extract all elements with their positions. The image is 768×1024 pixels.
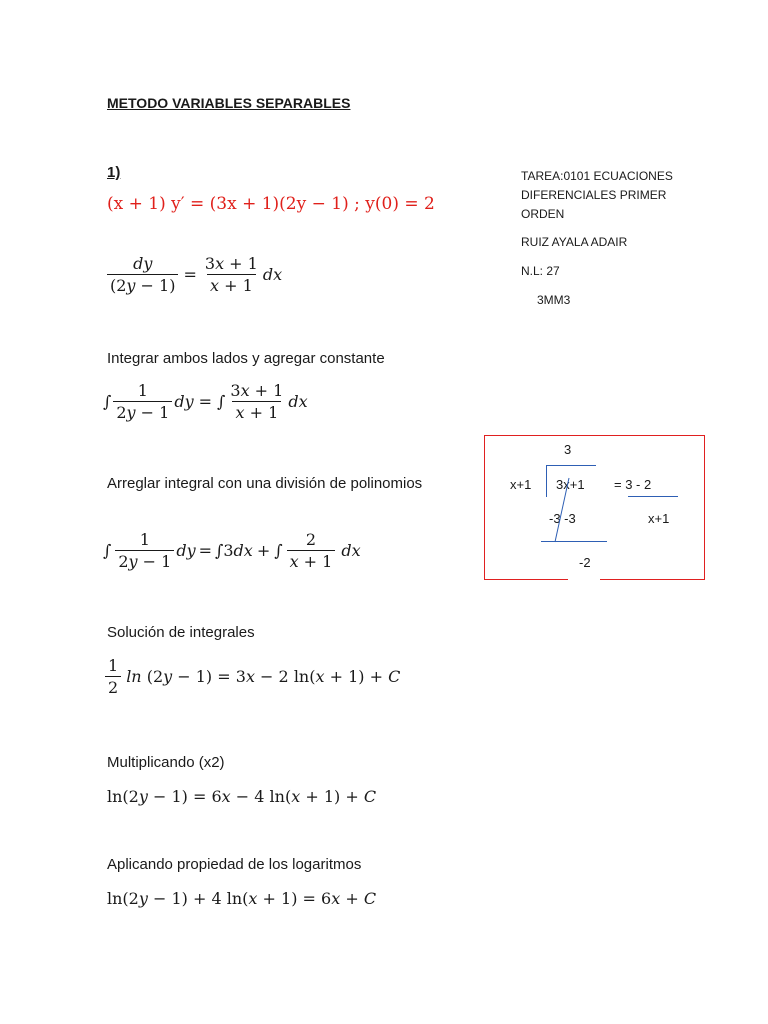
problem-equation: (x + 1) y′ = (3x + 1)(2y − 1) ; y(0) = 2 bbox=[107, 194, 435, 214]
division-subtract: -3 -3 bbox=[549, 511, 576, 526]
info-line-2: DIFERENCIALES PRIMER bbox=[521, 188, 667, 202]
step-solution-label: Solución de integrales bbox=[107, 624, 255, 641]
multiplied-equation: ln(2y − 1) = 6x − 4 ln(x + 1) + C bbox=[107, 787, 377, 806]
division-bar-side bbox=[546, 465, 547, 497]
result-bar bbox=[628, 496, 678, 497]
log-property-equation: ln(2y − 1) + 4 ln(x + 1) = 6x + C bbox=[107, 889, 377, 908]
subtract-bar bbox=[541, 541, 607, 542]
separated-equation: $\frac{dy}{(2y - 1)}$ = $\frac{3x + 1}{x + 1}$ dx bbox=[105, 254, 282, 295]
step-integrate-label: Integrar ambos lados y agregar constante bbox=[107, 350, 385, 367]
split-integral-equation: ∫ $\frac{1}{2y - 1}$ dy = ∫3dx + ∫ $\frac{2}{x + 1}$ dx bbox=[103, 530, 361, 571]
division-divisor: x+1 bbox=[510, 477, 532, 492]
problem-number: 1) bbox=[107, 164, 121, 181]
list-number: N.L: 27 bbox=[521, 264, 560, 278]
info-block bbox=[521, 167, 673, 224]
page-title: METODO VARIABLES SEPARABLES bbox=[107, 95, 351, 111]
step-divide-label: Arreglar integral con una división de polinomios bbox=[107, 475, 423, 492]
step-log-property-label: Aplicando propiedad de los logaritmos bbox=[107, 856, 362, 873]
group-code: 3MM3 bbox=[537, 293, 571, 307]
division-quotient: 3 bbox=[564, 442, 572, 457]
strike-line bbox=[552, 476, 572, 546]
solution-equation: $\frac{1}{2}$ ln (2y − 1) = 3x − 2 ln(x + 1) + C bbox=[103, 656, 400, 697]
box-gap bbox=[568, 575, 600, 581]
division-dividend: 3x+1 bbox=[556, 477, 585, 492]
division-result: = 3 - 2 bbox=[614, 477, 652, 492]
student-name: RUIZ AYALA ADAIR bbox=[521, 235, 628, 249]
division-remainder: -2 bbox=[579, 555, 591, 570]
division-bar-top bbox=[546, 465, 596, 466]
step-multiply-label: Multiplicando (x2) bbox=[107, 754, 225, 771]
polynomial-division-box bbox=[484, 435, 705, 580]
division-result-den: x+1 bbox=[648, 511, 670, 526]
info-line-3: ORDEN bbox=[521, 207, 565, 221]
info-line-1: TAREA:0101 ECUACIONES bbox=[521, 169, 673, 183]
integral-equation: ∫ $\frac{1}{2y - 1}$ dy = ∫ $\frac{3x + 1}{x + 1}$ dx bbox=[103, 381, 308, 422]
